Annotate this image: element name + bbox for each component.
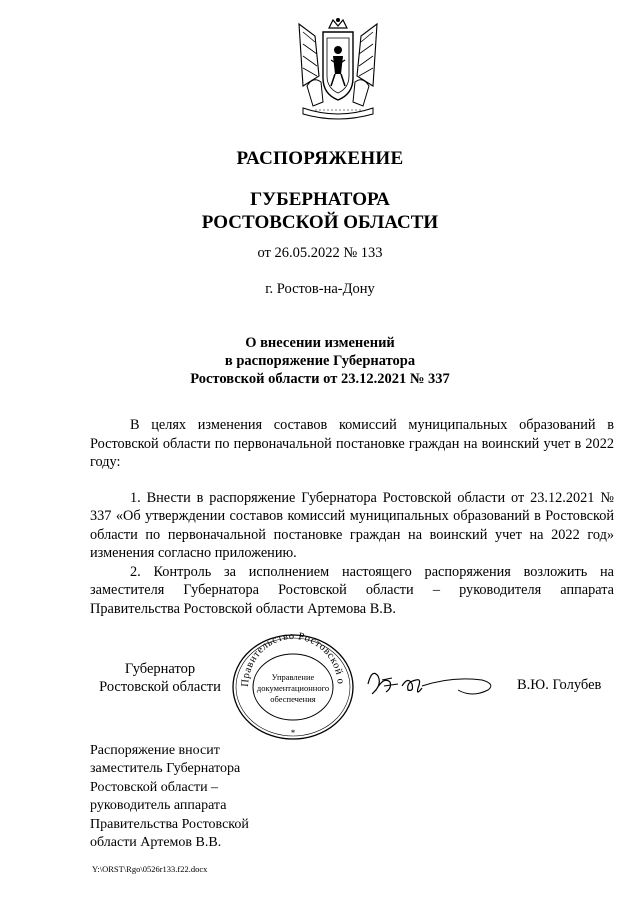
submitted-by-line5: Правительства Ростовской	[90, 816, 249, 832]
preamble-paragraph: В целях изменения составов комиссий муниципальных образований в Ростовской области по первоначальной постановке граждан на воинский учет в 2022 году:	[90, 417, 614, 470]
document-date-number: от 26.05.2022 № 133	[257, 245, 383, 261]
issuer-line1: ГУБЕРНАТОРА	[250, 189, 390, 210]
signatory-name: В.Ю. Голубев	[517, 677, 602, 693]
stamp-inner-line2: документационного	[256, 683, 330, 693]
signatory-position-line2: Ростовской области	[99, 679, 221, 695]
submitted-by-line1: Распоряжение вносит	[90, 743, 220, 758]
signatory-position-line1: Губернатор	[124, 661, 196, 677]
stamp-inner-line1: Управление	[271, 672, 315, 682]
subject-line2: в распоряжение Губернатора	[224, 353, 416, 369]
stamp-inner-line3: обеспечения	[270, 694, 316, 704]
coat-of-arms-emblem	[293, 16, 383, 124]
item-2-paragraph: 2. Контроль за исполнением настоящего распоряжения возложить на заместителя Губернатора Ростовской области – руководителя аппарата Правительства Ростовской области Артемова В.В.	[90, 563, 614, 617]
signatory-position	[90, 660, 230, 696]
official-stamp	[228, 632, 358, 742]
file-path: Y:\ORST\Rgo\0526r133.f22.docx	[92, 864, 208, 874]
subject-line3: Ростовской области от 23.12.2021 № 337	[190, 371, 450, 387]
document-city: г. Ростов-на-Дону	[265, 281, 375, 297]
submitted-by-line3: Ростовской области –	[90, 779, 219, 795]
submitted-by-note	[90, 742, 249, 852]
submitted-by-line4: руководитель аппарата	[90, 798, 227, 814]
submitted-by-line2: заместитель Губернатора	[90, 761, 241, 777]
issuer-line2: РОСТОВСКОЙ ОБЛАСТИ	[201, 212, 439, 233]
stamp-outer-text: Правительство Ростовской о	[239, 632, 346, 688]
item-1-paragraph: 1. Внести в распоряжение Губернатора Ростовской области от 23.12.2021 № 337 «Об утверждении составов комиссий муниципальных образований в Ростовской области по первоначальной постановке граждан на воинский учет на 2022 год» изменения согласно приложению.	[90, 489, 614, 561]
document-type-title: РАСПОРЯЖЕНИЕ	[236, 148, 404, 169]
subject-line1: О внесении изменений	[245, 335, 395, 351]
submitted-by-line6: области Артемов В.В.	[90, 835, 222, 851]
handwritten-signature	[362, 662, 502, 702]
document-body	[90, 416, 614, 618]
svg-text:*: *	[290, 728, 296, 738]
